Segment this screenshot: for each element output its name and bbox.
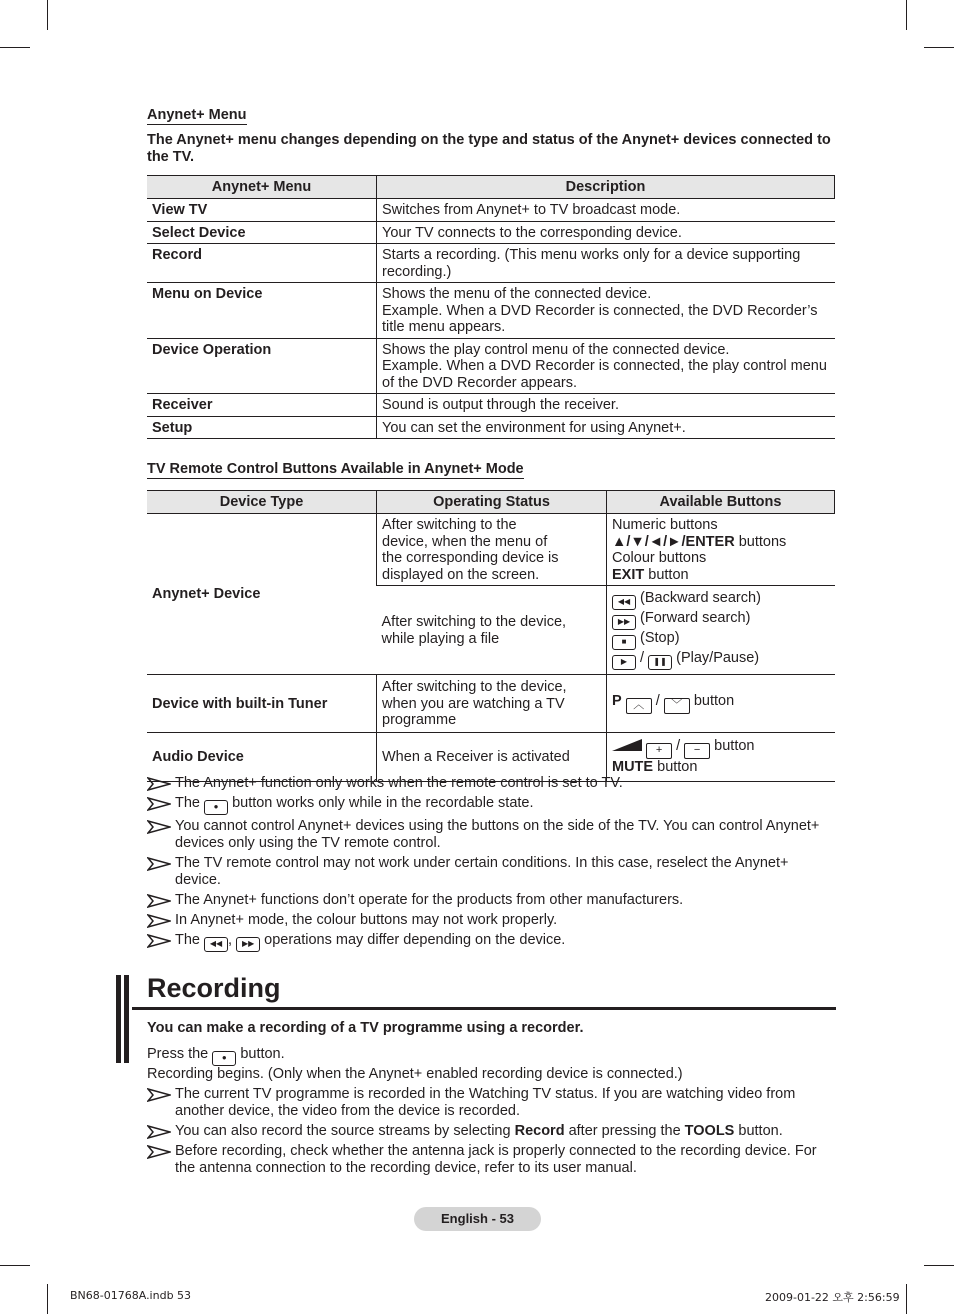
table-row — [147, 283, 835, 339]
recording-intro: You can make a recording of a TV programme using a recorder. — [147, 1020, 584, 1036]
anynet-menu-table — [147, 175, 835, 439]
recording-title: Recording — [147, 973, 281, 1003]
table-row — [147, 514, 835, 586]
page-number-badge: English - 53 — [414, 1207, 541, 1231]
header-device-type: Device Type — [147, 491, 377, 514]
table-row — [147, 221, 835, 244]
note-item: The Anynet+ function only works when the remote control is set to TV. — [147, 775, 837, 792]
record-icon: ● — [204, 800, 228, 815]
crop-mark — [0, 47, 30, 48]
crop-mark — [47, 0, 48, 30]
note-item: The Anynet+ functions don’t operate for the products from other manufacturers. — [147, 892, 837, 909]
section-marker — [116, 975, 132, 1063]
pause-icon: ❚❚ — [648, 655, 672, 670]
note-item: You can also record the source streams by selecting Record after pressing the TOOLS button. — [147, 1123, 837, 1140]
section-title-anynet-menu: Anynet+ Menu — [147, 107, 247, 123]
description-cell: You can set the environment for using Anynet+. — [377, 416, 835, 439]
note-arrow-icon — [147, 820, 171, 834]
description-cell: Switches from Anynet+ to TV broadcast mode. — [377, 199, 835, 222]
play-icon: ▶ — [612, 655, 636, 670]
description-cell: Shows the menu of the connected device. Example. When a DVD Recorder is connected, the DVD Recorder’s title menu appears. — [377, 283, 835, 339]
buttons-cell: P ︿ / ﹀ button — [607, 675, 835, 733]
table-row — [147, 416, 835, 439]
anynet-menu-intro: The Anynet+ menu changes depending on the type and status of the Anynet+ devices connected to the TV. — [147, 132, 831, 165]
table-row — [147, 244, 835, 283]
volume-down-icon: − — [684, 743, 710, 759]
note-arrow-icon — [147, 934, 171, 948]
menu-cell: Device Operation — [147, 338, 377, 394]
volume-up-icon: + — [646, 743, 672, 759]
table-row — [147, 199, 835, 222]
description-cell: Sound is output through the receiver. — [377, 394, 835, 417]
menu-cell: Menu on Device — [147, 283, 377, 339]
device-type-cell: Anynet+ Device — [147, 514, 377, 675]
description-cell: Starts a recording. (This menu works only for a device supporting recording.) — [377, 244, 835, 283]
note-arrow-icon — [147, 1125, 171, 1139]
crop-mark — [0, 1265, 30, 1266]
buttons-cell: + / − button MUTE button — [607, 732, 835, 782]
volume-icon — [612, 739, 642, 751]
recording-begins: Recording begins. (Only when the Anynet+ enabled recording device is connected.) — [147, 1066, 683, 1082]
buttons-cell: Numeric buttons ▲/▼/◄/►/ENTER buttons Colour buttons EXIT button — [607, 514, 835, 586]
title-rule — [132, 1007, 836, 1010]
crop-mark — [924, 1265, 954, 1266]
rewind-icon: ◀◀ — [612, 595, 636, 610]
note-item: The ◀◀ , ▶▶ operations may differ depending on the device. — [147, 932, 837, 952]
print-file-info: BN68-01768A.indb 53 — [70, 1289, 192, 1302]
device-type-cell: Device with built-in Tuner — [147, 675, 377, 733]
rewind-icon: ◀◀ — [204, 937, 228, 952]
buttons-cell: ◀◀ (Backward search) ▶▶ (Forward search) ■ (Stop) ▶ / ❚❚ (Play/Pause) — [607, 586, 835, 675]
channel-up-icon: ︿ — [626, 698, 652, 714]
header-available-buttons: Available Buttons — [607, 491, 835, 514]
crop-mark — [924, 47, 954, 48]
menu-cell: View TV — [147, 199, 377, 222]
note-item: You cannot control Anynet+ devices using the buttons on the side of the TV. You can control Anynet+ devices only using the TV remote control. — [147, 818, 837, 852]
note-item: Before recording, check whether the antenna jack is properly connected to the recording device. For the antenna connection to the recording device, refer to its user manual. — [147, 1143, 837, 1177]
table-row — [147, 394, 835, 417]
note-arrow-icon — [147, 894, 171, 908]
table-row — [147, 338, 835, 394]
channel-down-icon: ﹀ — [664, 698, 690, 714]
header-anynet-menu: Anynet+ Menu — [147, 176, 377, 199]
note-arrow-icon — [147, 857, 171, 871]
crop-mark — [906, 1284, 907, 1314]
stop-icon: ■ — [612, 635, 636, 650]
note-item: The TV remote control may not work under certain conditions. In this case, reselect the Anynet+ device. — [147, 855, 837, 889]
table-row — [147, 675, 835, 733]
print-datetime: 2009-01-22 오후 2:56:59 — [765, 1291, 900, 1304]
note-item: The current TV programme is recorded in the Watching TV status. If you are watching video from another device, the video from the device is recorded. — [147, 1086, 837, 1120]
record-icon: ● — [212, 1051, 236, 1066]
note-item: The ● button works only while in the recordable state. — [147, 795, 837, 815]
device-type-cell: Audio Device — [147, 732, 377, 782]
status-cell: When a Receiver is activated — [377, 732, 607, 782]
crop-mark — [47, 1284, 48, 1314]
fast-forward-icon: ▶▶ — [236, 937, 260, 952]
menu-cell: Select Device — [147, 221, 377, 244]
header-operating-status: Operating Status — [377, 491, 607, 514]
status-cell: After switching to the device, when the menu of the corresponding device is displayed on the screen. — [377, 514, 607, 586]
recording-body — [147, 1046, 837, 1180]
description-cell: Shows the play control menu of the connected device. Example. When a DVD Recorder is connected, the play control menu of the DVD Recorder appears. — [377, 338, 835, 394]
fast-forward-icon: ▶▶ — [612, 615, 636, 630]
press-record-line: Press the ● button. — [147, 1046, 837, 1066]
remote-buttons-table — [147, 490, 835, 782]
note-item: In Anynet+ mode, the colour buttons may not work properly. — [147, 912, 837, 929]
description-cell: Your TV connects to the corresponding device. — [377, 221, 835, 244]
note-arrow-icon — [147, 914, 171, 928]
section-title-remote-buttons: TV Remote Control Buttons Available in Anynet+ Mode — [147, 461, 524, 477]
note-arrow-icon — [147, 1088, 171, 1102]
status-cell: After switching to the device, when you are watching a TV programme — [377, 675, 607, 733]
menu-cell: Receiver — [147, 394, 377, 417]
note-arrow-icon — [147, 777, 171, 791]
header-description: Description — [377, 176, 835, 199]
note-arrow-icon — [147, 1145, 171, 1159]
note-arrow-icon — [147, 797, 171, 811]
menu-cell: Record — [147, 244, 377, 283]
crop-mark — [906, 0, 907, 30]
notes-list — [147, 775, 837, 955]
status-cell: After switching to the device, while playing a file — [377, 586, 607, 675]
menu-cell: Setup — [147, 416, 377, 439]
